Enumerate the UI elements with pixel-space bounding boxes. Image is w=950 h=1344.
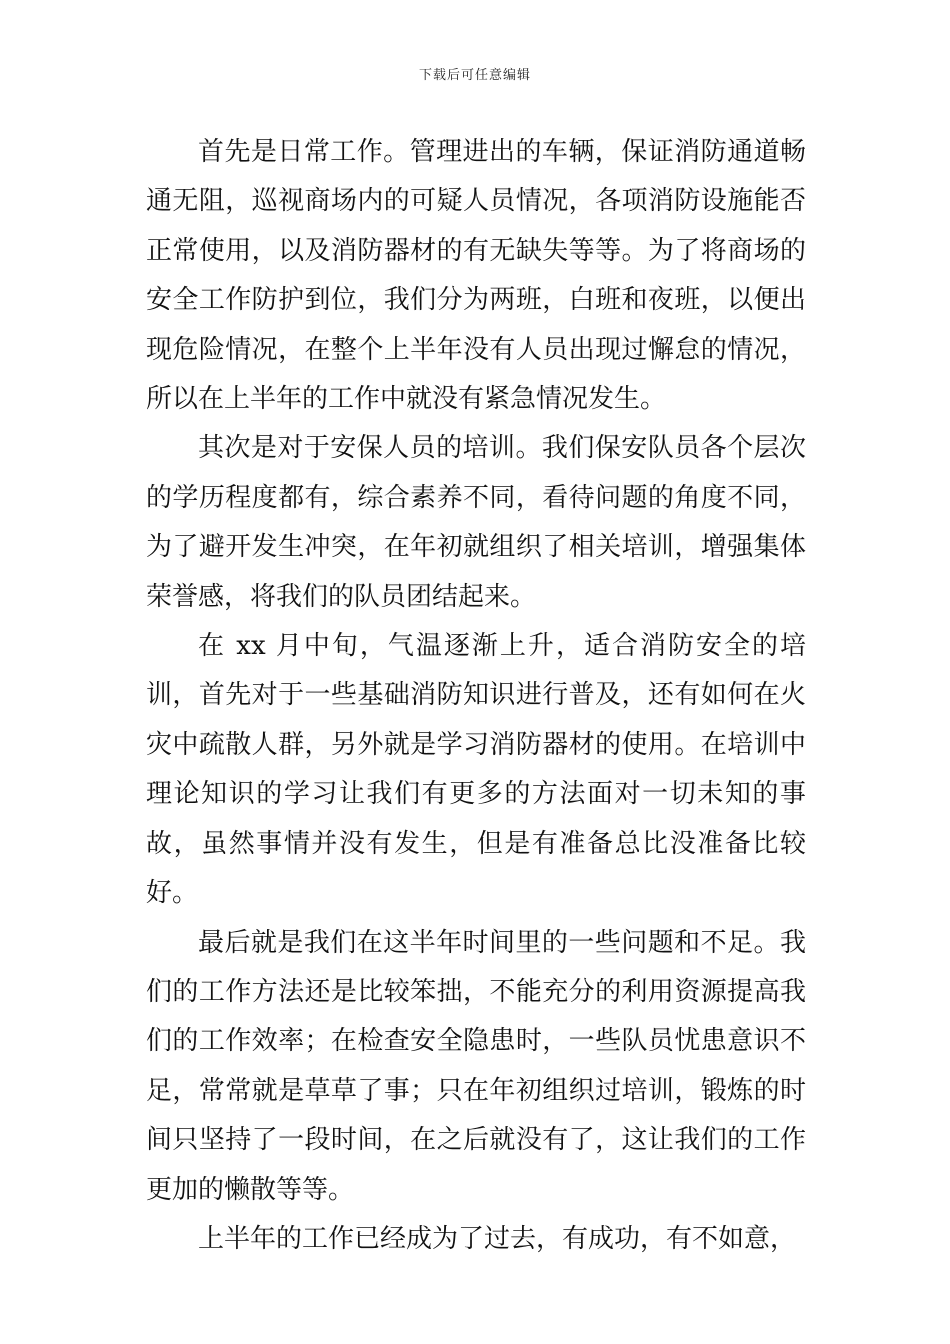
paragraph-training: 其次是对于安保人员的培训。我们保安队员各个层次的学历程度都有，综合素养不同，看待问题的角度不同，为了避开发生冲突，在年初就组织了相关培训，增强集体荣誉感，将我们的队员团结起来。 xyxy=(146,433,806,612)
paragraph-fire-training: 在 xx 月中旬，气温逐渐上升，适合消防安全的培训，首先对于一些基础消防知识进行普及，还有如何在火灾中疏散人群，另外就是学习消防器材的使用。在培训中理论知识的学习让我们有更多的方法面对一切未知的事故，虽然事情并没有发生，但是有准备总比没准备比较好。 xyxy=(146,631,806,909)
paragraph-problems: 最后就是我们在这半年时间里的一些问题和不足。我们的工作方法还是比较笨拙，不能充分的利用资源提高我们的工作效率；在检查安全隐患时，一些队员忧患意识不足，常常就是草草了事；只在年初组织过培训，锻炼的时间只坚持了一段时间，在之后就没有了，这让我们的工作更加的懒散等等。 xyxy=(146,927,806,1205)
document-body xyxy=(146,128,806,1264)
page-header: 下载后可任意编辑 xyxy=(418,68,531,83)
paragraph-summary: 上半年的工作已经成为了过去，有成功，有不如意， xyxy=(198,1223,797,1254)
paragraph-daily-work: 首先是日常工作。管理进出的车辆，保证消防通道畅通无阻，巡视商场内的可疑人员情况，各项消防设施能否正常使用，以及消防器材的有无缺失等等。为了将商场的安全工作防护到位，我们分为两班，白班和夜班，以便出现危险情况，在整个上半年没有人员出现过懈怠的情况，所以在上半年的工作中就没有紧急情况发生。 xyxy=(146,137,806,415)
